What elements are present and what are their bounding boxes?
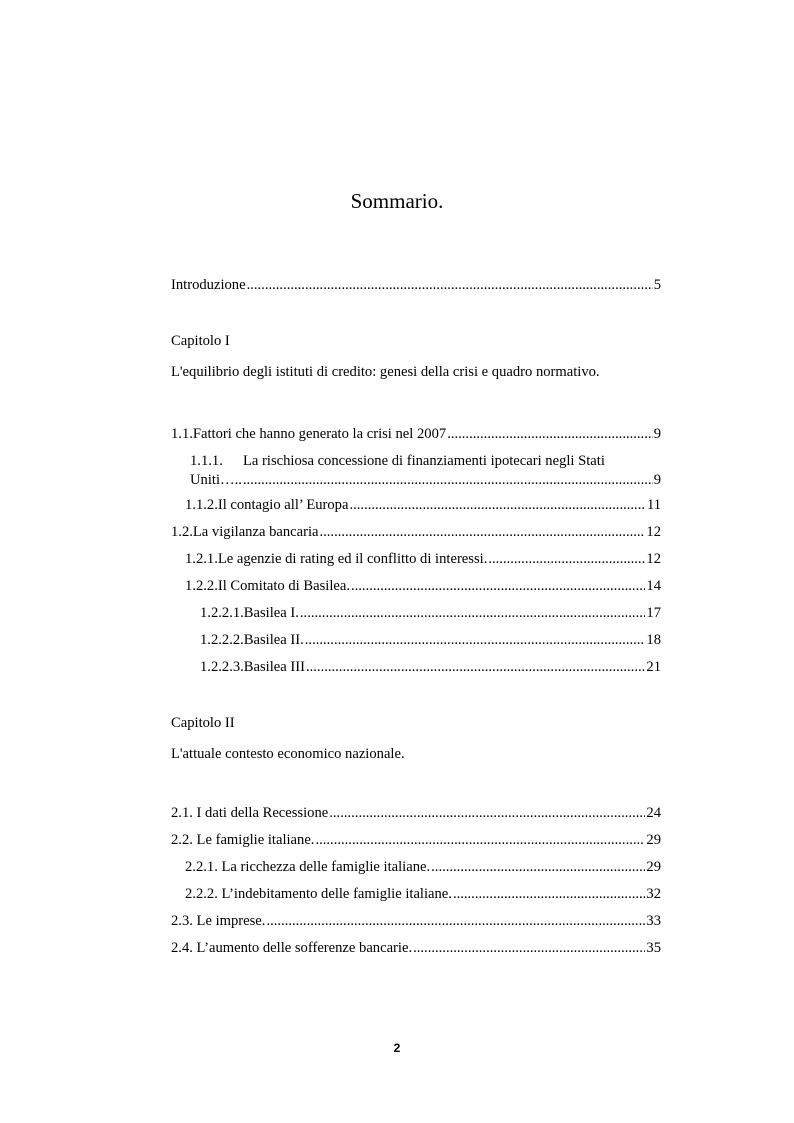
toc-entry-page: 35 bbox=[646, 940, 661, 956]
chapter-1-heading: Capitolo I bbox=[171, 333, 230, 349]
toc-entry-introduzione[interactable] bbox=[171, 275, 661, 295]
toc-entry-page: 33 bbox=[646, 913, 661, 929]
toc-entry-page: 14 bbox=[646, 578, 661, 594]
page-number: 2 bbox=[393, 1041, 401, 1055]
toc-entry-number: 1.2.2.3. bbox=[200, 659, 244, 675]
dot-leader bbox=[247, 275, 653, 295]
toc-entry-1-2-2[interactable] bbox=[185, 576, 661, 596]
toc-entry-1-1-1-continued[interactable] bbox=[190, 470, 661, 490]
toc-entry-page: 21 bbox=[646, 659, 661, 675]
dot-leader bbox=[266, 911, 645, 931]
toc-entry-page: 17 bbox=[646, 605, 661, 621]
toc-entry-page: 29 bbox=[646, 859, 661, 875]
dot-leader bbox=[306, 657, 645, 677]
toc-entry-label: 2.2.2. L’indebitamento delle famiglie italiane. bbox=[185, 886, 452, 902]
toc-entry-label: La rischiosa concessione di finanziamenti ipotecari negli Stati bbox=[243, 453, 605, 469]
dot-leader bbox=[488, 549, 645, 569]
toc-entry-label: Basilea III bbox=[243, 659, 305, 675]
dot-leader bbox=[349, 495, 645, 515]
toc-entry-1-2-1[interactable] bbox=[185, 549, 661, 569]
toc-entry-1-1[interactable] bbox=[171, 424, 661, 444]
dot-leader bbox=[413, 938, 645, 958]
toc-entry-number: 1.2.2. bbox=[185, 578, 218, 594]
chapter-2-subtitle: L'attuale contesto economico nazionale. bbox=[171, 746, 405, 762]
toc-entry-label: Le agenzie di rating ed il conflitto di interessi. bbox=[217, 551, 488, 567]
dot-leader bbox=[305, 630, 646, 650]
page-title: Sommario. bbox=[350, 189, 444, 213]
toc-entry-number: 1.1. bbox=[171, 426, 193, 442]
toc-entry-number: 1.1.1. bbox=[190, 453, 223, 469]
toc-entry-1-1-2[interactable] bbox=[185, 495, 661, 515]
toc-entry-1-2-2-3[interactable] bbox=[200, 657, 661, 677]
toc-entry-number: 1.1.2. bbox=[185, 497, 218, 513]
dot-leader bbox=[453, 884, 645, 904]
toc-entry-label: Basilea I. bbox=[243, 605, 299, 621]
toc-entry-label: Uniti….. bbox=[190, 472, 242, 488]
dot-leader bbox=[351, 576, 645, 596]
dot-leader bbox=[315, 830, 645, 850]
dot-leader bbox=[447, 424, 653, 444]
toc-entry-number: 1.2. bbox=[171, 524, 193, 540]
toc-entry-number: 1.2.2.2. bbox=[200, 632, 244, 648]
toc-entry-page: 11 bbox=[646, 497, 661, 513]
toc-entry-page: 32 bbox=[646, 886, 661, 902]
toc-entry-label: 2.1. I dati della Recessione bbox=[171, 805, 329, 821]
toc-entry-label: Introduzione bbox=[171, 277, 246, 293]
toc-entry-page: 5 bbox=[653, 277, 661, 293]
chapter-2-heading: Capitolo II bbox=[171, 715, 235, 731]
toc-entry-page: 29 bbox=[646, 832, 661, 848]
toc-entry-label: Fattori che hanno generato la crisi nel 2007 bbox=[192, 426, 447, 442]
dot-leader bbox=[319, 522, 645, 542]
toc-entry-page: 9 bbox=[653, 426, 661, 442]
toc-entry-label: 2.2. Le famiglie italiane. bbox=[171, 832, 315, 848]
toc-entry-1-2[interactable] bbox=[171, 522, 661, 542]
toc-entry-number: 1.2.2.1. bbox=[200, 605, 244, 621]
toc-entry-1-2-2-2[interactable] bbox=[200, 630, 661, 650]
toc-entry-2-3[interactable] bbox=[171, 911, 661, 931]
toc-entry-number: 1.2.1. bbox=[185, 551, 218, 567]
toc-entry-1-2-2-1[interactable] bbox=[200, 603, 661, 623]
chapter-1-subtitle: L'equilibrio degli istituti di credito: genesi della crisi e quadro normativo. bbox=[171, 364, 600, 380]
toc-entry-label: Il contagio all’ Europa bbox=[217, 497, 349, 513]
toc-entry-2-2-1[interactable] bbox=[185, 857, 661, 877]
toc-entry-page: 12 bbox=[646, 524, 661, 540]
toc-entry-2-4[interactable] bbox=[171, 938, 661, 958]
toc-entry-label: 2.2.1. La ricchezza delle famiglie italiane. bbox=[185, 859, 431, 875]
dot-leader bbox=[300, 603, 646, 623]
toc-entry-page: 12 bbox=[646, 551, 661, 567]
toc-entry-2-1[interactable] bbox=[171, 803, 661, 823]
toc-entry-label: Basilea II. bbox=[243, 632, 304, 648]
dot-leader bbox=[243, 470, 653, 490]
toc-entry-page: 9 bbox=[653, 472, 661, 488]
toc-entry-label: La vigilanza bancaria bbox=[192, 524, 319, 540]
toc-entry-label: Il Comitato di Basilea. bbox=[217, 578, 350, 594]
toc-entry-2-2[interactable] bbox=[171, 830, 661, 850]
toc-entry-page: 18 bbox=[646, 632, 661, 648]
dot-leader bbox=[431, 857, 645, 877]
toc-entry-page: 24 bbox=[646, 805, 661, 821]
toc-entry-2-2-2[interactable] bbox=[185, 884, 661, 904]
dot-leader bbox=[329, 803, 645, 823]
toc-entry-label: 2.4. L’aumento delle sofferenze bancarie. bbox=[171, 940, 413, 956]
toc-entry-1-1-1[interactable] bbox=[190, 451, 661, 471]
toc-entry-label: 2.3. Le imprese. bbox=[171, 913, 266, 929]
